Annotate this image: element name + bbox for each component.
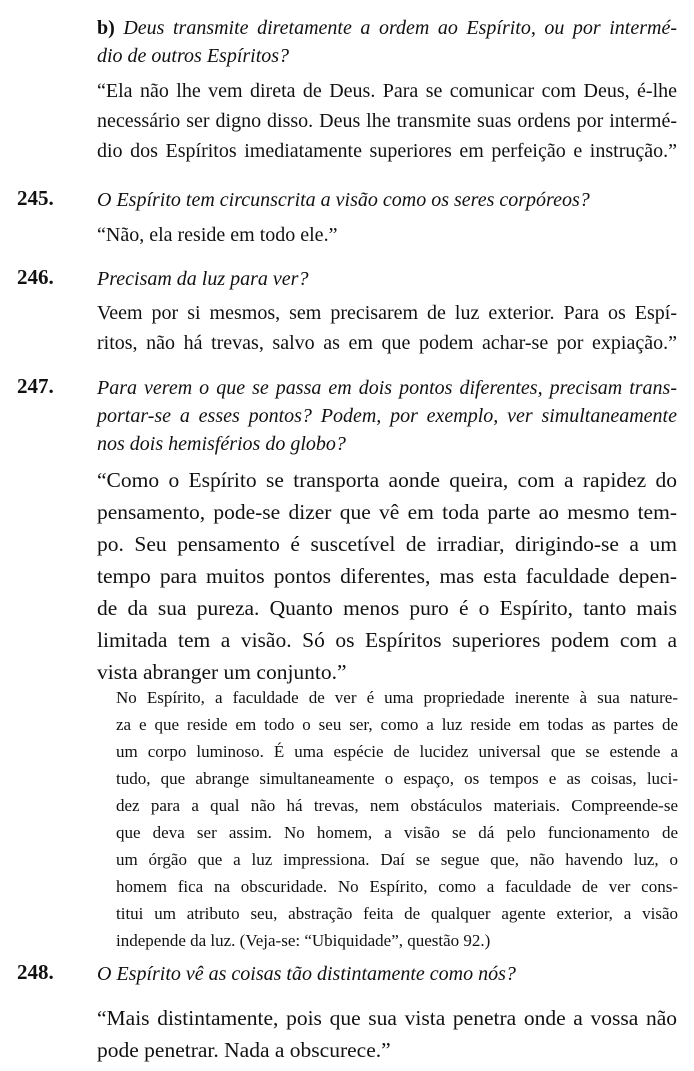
answer-line: “Mais distintamente, pois que sua vista penetra onde a vossa não	[97, 1006, 677, 1030]
question-number: 246.	[17, 265, 54, 289]
note-line: titui um atributo seu, abstração feita de qualquer agente exterior, a visão	[116, 904, 678, 923]
answer-247	[97, 464, 677, 688]
question-number: 245.	[17, 186, 54, 210]
answer-line: “Não, ela reside em todo ele.”	[97, 224, 338, 246]
question-line: O Espírito tem circunscrita a visão como os seres corpóreos?	[97, 189, 590, 211]
question-line: portar-se a esses pontos? Podem, por exemplo, ver simultaneamente	[97, 405, 677, 427]
answer-line: necessário ser digno disso. Deus lhe transmite suas ordens por intermé-	[97, 110, 677, 132]
question-line: Para verem o que se passa em dois pontos diferentes, precisam trans-	[97, 377, 677, 399]
answer-line: limitada tem a visão. Só os Espíritos superiores podem com a	[97, 628, 677, 652]
answer-248	[97, 1002, 677, 1066]
note-line: um órgão que a luz impressiona. Daí se segue que, não havendo luz, o	[116, 850, 678, 869]
answer-line: de da sua pureza. Quanto menos puro é o Espírito, tanto mais	[97, 596, 677, 620]
answer-line: po. Seu pensamento é suscetível de irradiar, dirigindo-se a um	[97, 532, 677, 556]
note-line: za e que reside em todo o seu ser, como a luz reside em todas as partes de	[116, 715, 678, 734]
question-line: nos dois hemisférios do globo?	[97, 433, 346, 455]
answer-line: tempo para muitos pontos diferentes, mas esta faculdade depen-	[97, 564, 677, 588]
note-line: homem fica na obscuridade. No Espírito, como a faculdade de ver cons-	[116, 877, 678, 896]
answer-line: Veem por si mesmos, sem precisarem de luz exterior. Para os Espí-	[97, 302, 677, 324]
question-line: O Espírito vê as coisas tão distintamente como nós?	[97, 963, 516, 985]
answer-line: pode penetrar. Nada a obscurece.”	[97, 1038, 391, 1062]
answer-b	[97, 76, 677, 166]
note-line: um corpo luminoso. É uma espécie de lucidez universal que se estende a	[116, 742, 678, 761]
question-245	[97, 186, 677, 214]
answer-246	[97, 298, 677, 358]
item-letter: b)	[97, 17, 115, 39]
note-line: que deva ser assim. No homem, a visão se dá pelo funcionamento de	[116, 823, 678, 842]
question-b	[97, 14, 677, 70]
note-line: No Espírito, a faculdade de ver é uma propriedade inerente à sua nature-	[116, 688, 678, 707]
answer-line: pensamento, pode-se dizer que vê em toda parte ao mesmo tem-	[97, 500, 677, 524]
question-line: b) Deus transmite diretamente a ordem ao Espírito, ou por intermé-	[97, 17, 677, 39]
question-247	[97, 374, 677, 458]
commentary-note	[116, 684, 678, 954]
question-248	[97, 960, 677, 988]
answer-line: “Ela não lhe vem direta de Deus. Para se comunicar com Deus, é-lhe	[97, 80, 677, 102]
note-line: dez para a qual não há trevas, nem obstáculos materiais. Compreende-se	[116, 796, 678, 815]
question-line: dio de outros Espíritos?	[97, 45, 290, 67]
answer-line: “Como o Espírito se transporta aonde queira, com a rapidez do	[97, 468, 677, 492]
question-number: 247.	[17, 374, 54, 398]
note-line: tudo, que abrange simultaneamente o espaço, os tempos e as coisas, luci-	[116, 769, 678, 788]
question-number: 248.	[17, 960, 54, 984]
answer-245	[97, 220, 677, 250]
answer-line: dio dos Espíritos imediatamente superiores em perfeição e instrução.”	[97, 140, 677, 162]
answer-line: vista abranger um conjunto.”	[97, 660, 347, 684]
question-line: Precisam da luz para ver?	[97, 268, 309, 290]
answer-line: ritos, não há trevas, salvo as em que podem achar-se por expiação.”	[97, 332, 677, 354]
question-246	[97, 265, 677, 293]
note-line: independe da luz. (Veja-se: “Ubiquidade”, questão 92.)	[116, 931, 491, 950]
